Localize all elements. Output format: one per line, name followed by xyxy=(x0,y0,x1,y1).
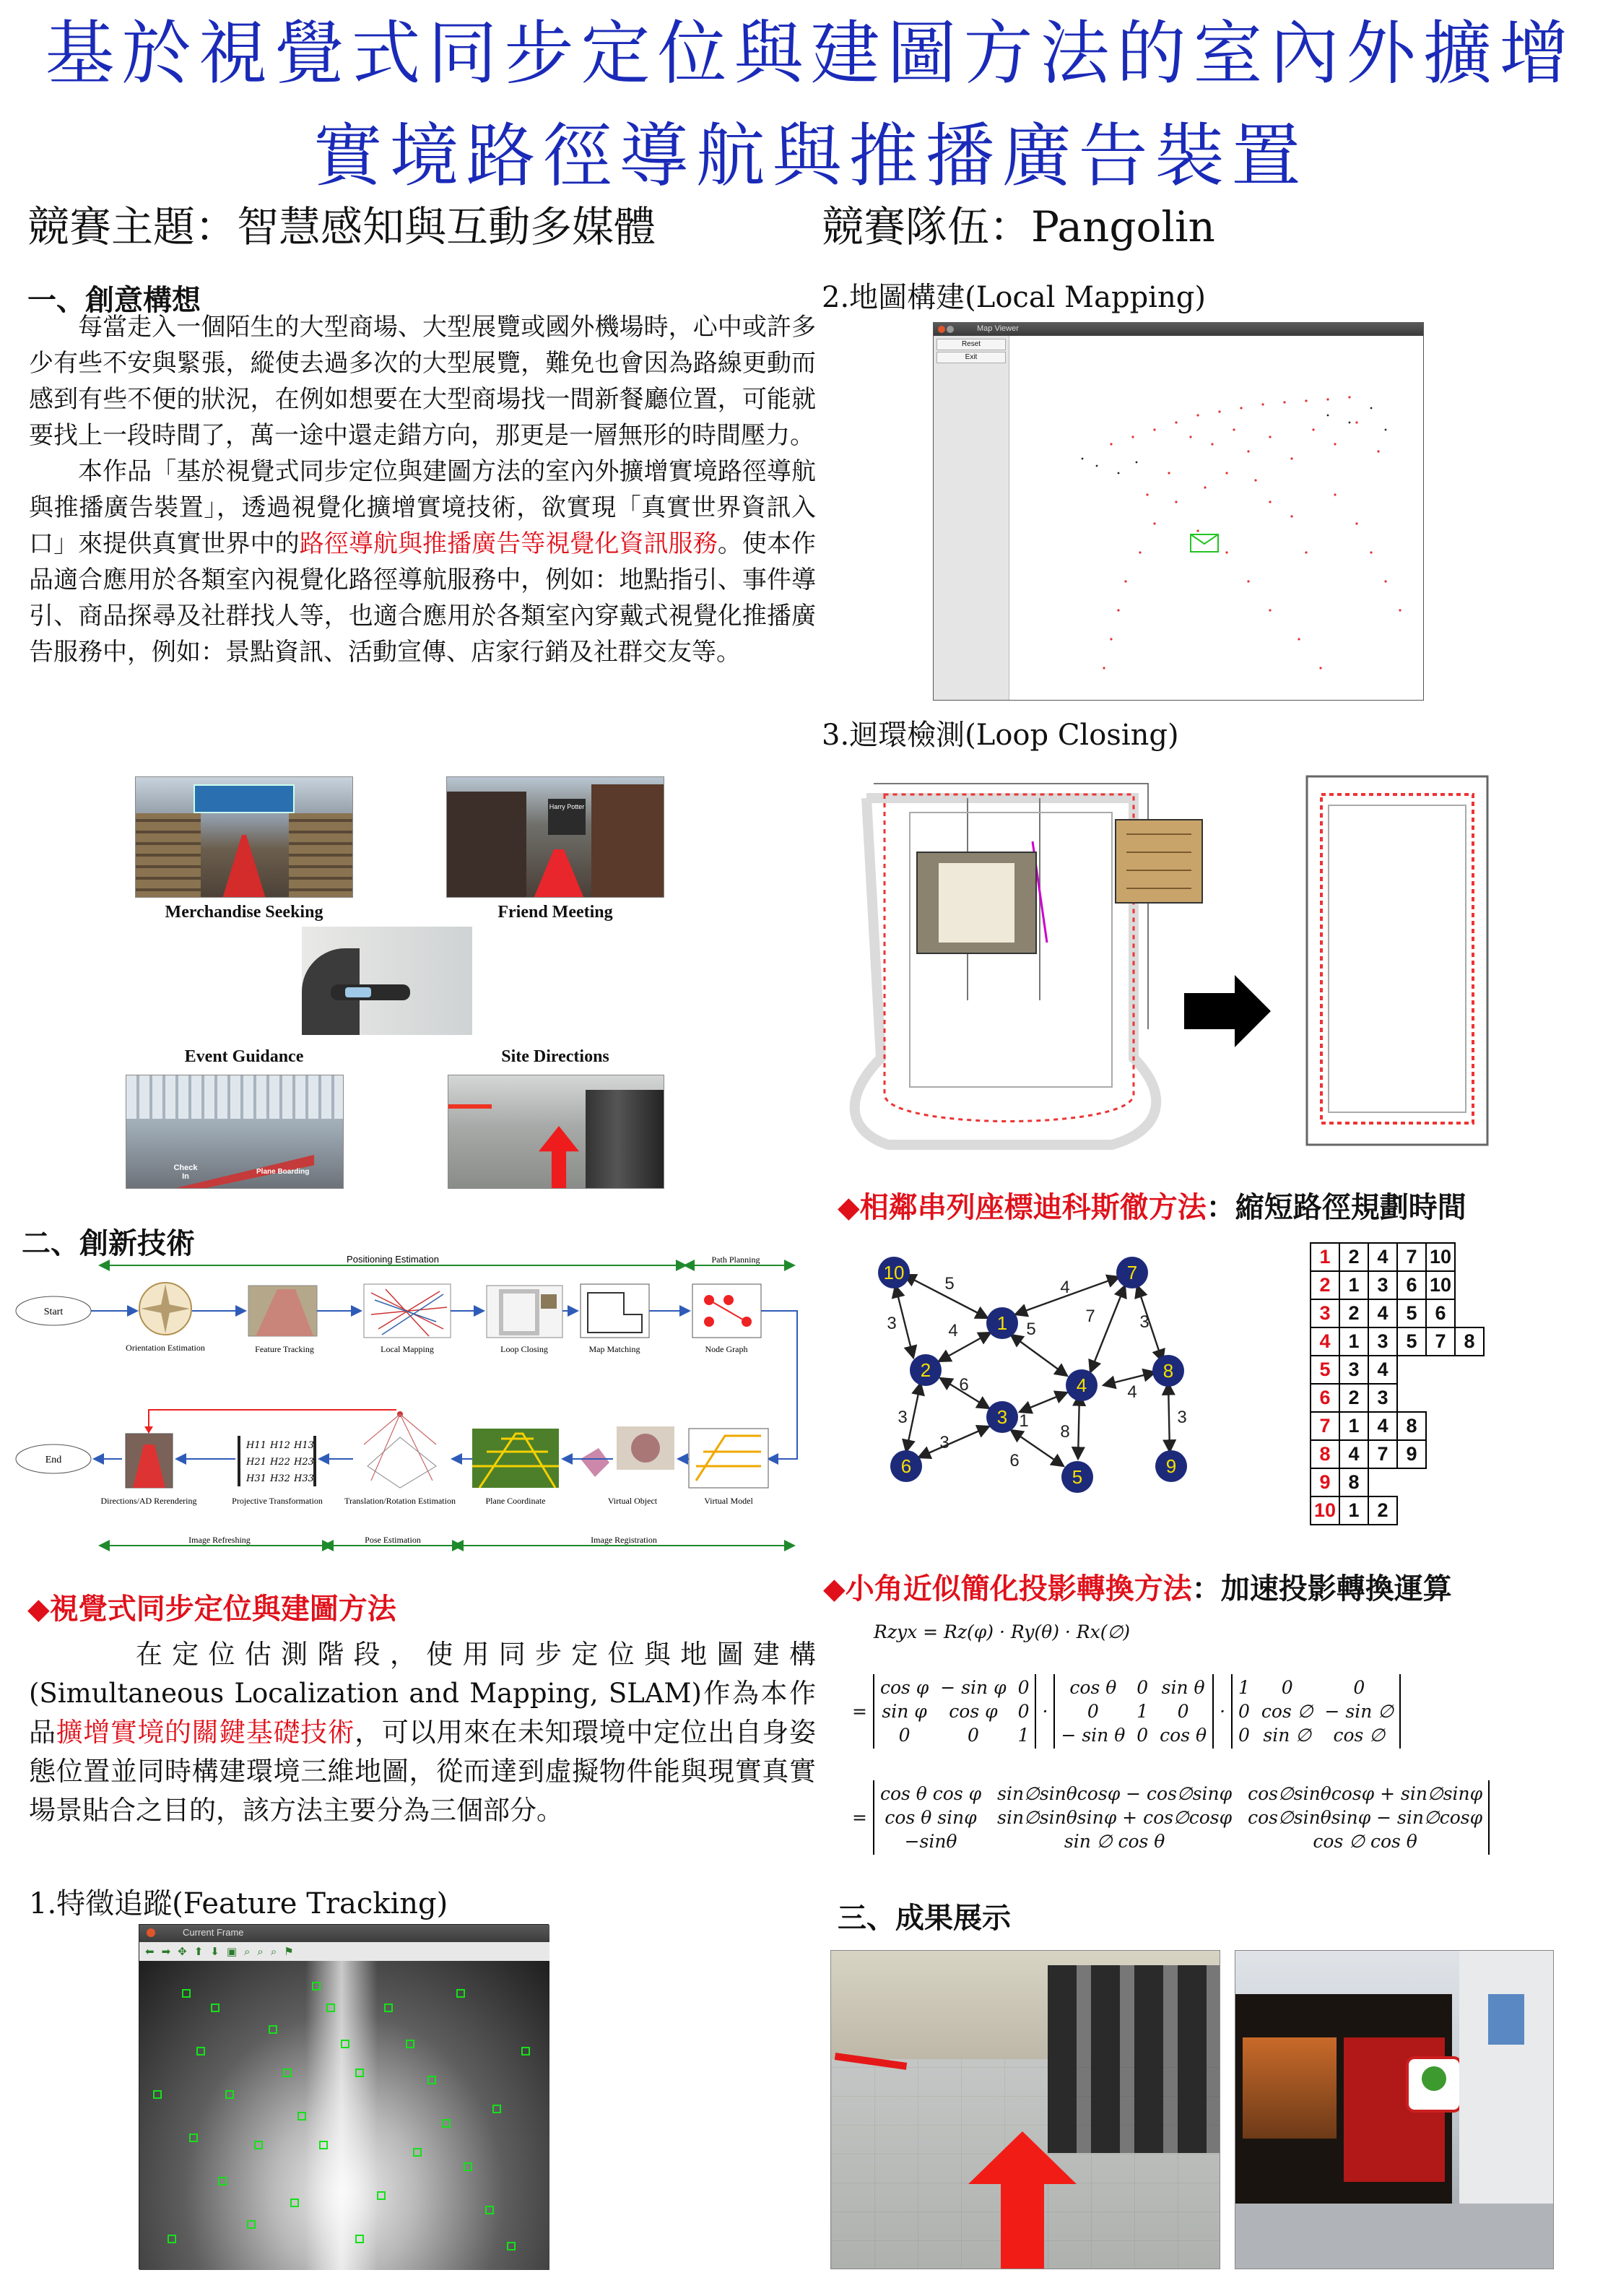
map-reset-button[interactable]: Reset xyxy=(936,339,1006,350)
adjacency-empty-cell xyxy=(1426,1384,1455,1412)
h31: H31 xyxy=(246,1473,266,1484)
adjacency-neighbor-cell: 3 xyxy=(1368,1384,1397,1412)
edge-weight: 3 xyxy=(898,1408,908,1427)
label-orientation: Orientation Estimation xyxy=(126,1343,205,1353)
loop-keyframe-photo-2 xyxy=(1116,820,1202,903)
adjacency-neighbor-cell: 8 xyxy=(1397,1412,1426,1440)
adjacency-neighbor-cell: 10 xyxy=(1426,1243,1455,1271)
adjacency-neighbor-cell: 1 xyxy=(1339,1412,1368,1440)
h32: H32 xyxy=(270,1473,290,1484)
adjacency-neighbor-cell: 5 xyxy=(1397,1299,1426,1327)
dijkstra-node-graph xyxy=(866,1228,1213,1531)
rotation-formula-lhs: Rzyx = Rz(φ) · Ry(θ) · Rx(∅) xyxy=(874,1621,1131,1642)
adjacency-empty-cell xyxy=(1397,1384,1426,1412)
matrix-entry: cos θ sinφ xyxy=(885,1807,977,1828)
feature-points xyxy=(139,1961,549,2270)
start-label: Start xyxy=(43,1307,64,1317)
adjacency-neighbor-cell: 5 xyxy=(1397,1327,1426,1356)
matrix-entry: 0 xyxy=(1087,1701,1099,1722)
group-image-registration: Image Registration xyxy=(591,1535,657,1545)
site-directions-photo xyxy=(448,1075,664,1189)
matrix-entry: − sin ∅ xyxy=(1324,1701,1394,1722)
adjacency-neighbor-cell: 4 xyxy=(1368,1356,1397,1384)
graph-node-1: 1 xyxy=(996,1312,1008,1334)
matrix-entry: 1 xyxy=(1137,1701,1149,1722)
adjacency-neighbor-cell: 1 xyxy=(1339,1327,1368,1356)
adjacency-row xyxy=(1311,1496,1484,1525)
adjacency-node-cell: 8 xyxy=(1311,1440,1339,1468)
adjacency-empty-cell xyxy=(1455,1243,1484,1271)
map-close-icon[interactable] xyxy=(938,326,945,333)
plane-boarding-label: Plane Boarding xyxy=(256,1168,310,1176)
label-projective: Projective Transformation xyxy=(232,1496,323,1506)
matrix-entry: 0 xyxy=(1137,1725,1149,1746)
graph-node-6: 6 xyxy=(900,1455,912,1477)
check-in-label: Check In xyxy=(173,1164,198,1181)
matrix-entry: sin θ xyxy=(1161,1677,1205,1698)
adjacency-row xyxy=(1311,1412,1484,1440)
map-point-cloud xyxy=(1010,336,1423,700)
h22: H22 xyxy=(270,1457,290,1468)
friend-meeting-photo xyxy=(446,776,664,898)
current-frame-title: Current Frame xyxy=(183,1927,244,1938)
adjacency-neighbor-cell: 4 xyxy=(1339,1440,1368,1468)
adjacency-empty-cell xyxy=(1426,1412,1455,1440)
adjacency-neighbor-cell: 9 xyxy=(1397,1440,1426,1468)
matrix-entry: 0 xyxy=(1017,1701,1030,1722)
app-label-event: Event Guidance xyxy=(184,1047,304,1066)
loop-closing-figure xyxy=(823,755,1574,1159)
matrix-entry: cos ∅ xyxy=(1333,1725,1386,1746)
app-label-site: Site Directions xyxy=(501,1047,609,1066)
adjacency-empty-cell xyxy=(1455,1496,1484,1525)
loop-after-map xyxy=(1307,776,1487,1145)
label-translation-rotation: Translation/Rotation Estimation xyxy=(344,1496,456,1506)
current-frame-window xyxy=(139,1924,549,2269)
matrix-entry: cos φ xyxy=(949,1701,998,1722)
matrix-entry: cos ∅ cos θ xyxy=(1313,1831,1417,1852)
label-virtual-object: Virtual Object xyxy=(607,1496,658,1506)
graph-node-9: 9 xyxy=(1165,1455,1177,1477)
section-idea-heading: 一、創意構想 xyxy=(27,283,201,317)
label-virtual-model: Virtual Model xyxy=(704,1496,753,1506)
loop-closing-heading: 3.迴環檢測(Loop Closing) xyxy=(822,719,1179,752)
matrix-entry: 0 xyxy=(1353,1677,1365,1698)
graph-node-5: 5 xyxy=(1072,1466,1083,1488)
map-viewer-window xyxy=(933,322,1424,701)
diamond-bullet-icon: ◆ xyxy=(838,1190,860,1224)
adjacency-neighbor-cell: 10 xyxy=(1426,1271,1455,1299)
app-label-merchandise: Merchandise Seeking xyxy=(165,903,323,922)
adjacency-node-cell: 2 xyxy=(1311,1271,1339,1299)
adjacency-row xyxy=(1311,1468,1484,1496)
matrix-entry: 1 xyxy=(1238,1677,1250,1698)
group-image-refreshing: Image Refreshing xyxy=(188,1535,251,1545)
edge-weight: 6 xyxy=(1009,1451,1020,1470)
matrix-entry: 0 xyxy=(1017,1677,1030,1698)
adjacency-empty-cell xyxy=(1455,1384,1484,1412)
adjacency-row xyxy=(1311,1327,1484,1356)
corridor-feature-image xyxy=(139,1961,549,2270)
matrix-entry: sin ∅ cos θ xyxy=(1064,1831,1165,1852)
matrix-entry: − sin θ xyxy=(1061,1725,1126,1746)
slam-text: 在定位估測階段，使用同步定位與地圖建構(Simultaneous Localization and Mapping, SLAM)作為本作品擴增實境的關鍵基礎技術，可以用來在未知環境中定位出自身姿態位置並同時構建環境三維地圖，從而達到虛擬物件能與現實真實場景貼合之目的，該方法主要分為三個部分。 xyxy=(29,1639,817,1826)
adjacency-node-cell: 4 xyxy=(1311,1327,1339,1356)
adjacency-node-cell: 1 xyxy=(1311,1243,1339,1271)
label-rerendering: Directions/AD Rerendering xyxy=(100,1496,197,1506)
ry-matrix xyxy=(1053,1674,1214,1749)
adjacency-empty-cell xyxy=(1455,1440,1484,1468)
adjacency-row xyxy=(1311,1384,1484,1412)
result-outdoor-navigation-photo xyxy=(830,1950,1220,2269)
adjacency-neighbor-cell: 7 xyxy=(1368,1440,1397,1468)
label-map-matching: Map Matching xyxy=(588,1344,640,1354)
adjacency-neighbor-cell: 7 xyxy=(1397,1243,1426,1271)
matrix-entry: cos θ cos φ xyxy=(879,1783,982,1804)
matrix-entry: cos∅sinθcosφ + sin∅sinφ xyxy=(1248,1783,1483,1804)
adjacency-neighbor-cell: 8 xyxy=(1339,1468,1368,1496)
adjacency-neighbor-cell: 2 xyxy=(1339,1299,1368,1327)
adjacency-neighbor-cell: 8 xyxy=(1455,1327,1484,1356)
graph-node-8: 8 xyxy=(1162,1360,1174,1382)
h21: H21 xyxy=(246,1457,266,1468)
adjacency-neighbor-cell: 1 xyxy=(1339,1496,1368,1525)
arrow-right-icon xyxy=(1184,975,1271,1047)
frame-toolbar[interactable]: ⬅➡✥⬆⬇▣⌕⌕⌕⚑ xyxy=(139,1942,549,1961)
adjacency-empty-cell xyxy=(1397,1468,1426,1496)
edge-weight: 1 xyxy=(1019,1411,1029,1431)
adjacency-node-cell: 3 xyxy=(1311,1299,1339,1327)
projection-heading: ◆小角近似簡化投影轉換方法：加速投影轉換運算 xyxy=(823,1572,1452,1606)
app-label-friend: Friend Meeting xyxy=(497,903,613,922)
matrix-entry: 0 xyxy=(1281,1677,1293,1698)
current-frame-titlebar xyxy=(139,1925,549,1942)
local-mapping-heading: 2.地圖構建(Local Mapping) xyxy=(822,281,1206,314)
edge-weight: 3 xyxy=(887,1314,897,1333)
edge-weight: 7 xyxy=(1085,1307,1095,1326)
loop-before-map xyxy=(855,784,1157,1145)
adjacency-neighbor-cell: 4 xyxy=(1368,1299,1397,1327)
section-tech-heading: 二、創新技術 xyxy=(22,1226,195,1260)
matrix-entry: 0 xyxy=(967,1725,979,1746)
window-close-icon[interactable] xyxy=(147,1928,155,1937)
harry-potter-sign: Harry Potter xyxy=(548,799,586,835)
h33: H33 xyxy=(294,1473,314,1484)
competition-theme: 競賽主題：智慧感知與互動多媒體 xyxy=(27,202,656,251)
map-viewer-panel xyxy=(934,336,1009,700)
adjacency-empty-cell xyxy=(1397,1356,1426,1384)
edge-weight: 3 xyxy=(1177,1408,1187,1427)
competition-team: 競賽隊伍：Pangolin xyxy=(822,202,1215,251)
adjacency-neighbor-cell: 3 xyxy=(1368,1271,1397,1299)
h13: H13 xyxy=(294,1440,314,1451)
adjacency-row xyxy=(1311,1356,1484,1384)
adjacency-neighbor-cell: 7 xyxy=(1426,1327,1455,1356)
map-viewer-title: Map Viewer xyxy=(977,324,1019,333)
matrix-entry: sin ∅ xyxy=(1263,1725,1312,1746)
graph-node-10: 10 xyxy=(883,1262,905,1283)
edge-weight: 4 xyxy=(1060,1278,1070,1297)
adjacency-empty-cell xyxy=(1426,1440,1455,1468)
adjacency-neighbor-cell: 3 xyxy=(1368,1327,1397,1356)
graph-node-7: 7 xyxy=(1126,1262,1138,1283)
map-minimize-icon[interactable] xyxy=(947,326,954,333)
edge-weight: 6 xyxy=(959,1375,969,1395)
edge-weight: 3 xyxy=(1139,1312,1150,1332)
store-logo-icon xyxy=(1409,2059,1459,2110)
matrix-entry: cos ∅ xyxy=(1261,1701,1313,1722)
matrix-entry: cos φ xyxy=(879,1677,929,1698)
adjacency-neighbor-cell: 2 xyxy=(1339,1384,1368,1412)
h11: H11 xyxy=(246,1440,266,1451)
section-idea-text xyxy=(29,309,816,670)
adjacency-node-cell: 6 xyxy=(1311,1384,1339,1412)
map-exit-button[interactable]: Exit xyxy=(936,352,1006,363)
matrix-entry: sin∅sinθsinφ + cos∅cosφ xyxy=(997,1807,1233,1828)
adjacency-empty-cell xyxy=(1455,1412,1484,1440)
adjacency-neighbor-cell: 1 xyxy=(1339,1271,1368,1299)
feature-tracking-heading: 1.特徵追蹤(Feature Tracking) xyxy=(29,1887,448,1920)
adjacency-empty-cell xyxy=(1455,1356,1484,1384)
airport-photo xyxy=(126,1075,344,1189)
matrix-entry: 0 xyxy=(1238,1725,1250,1746)
end-label: End xyxy=(45,1455,62,1465)
edge-weight: 4 xyxy=(1127,1382,1137,1402)
adjacency-row xyxy=(1311,1243,1484,1271)
diamond-bullet-icon: ◆ xyxy=(27,1592,50,1626)
matrix-entry: cos∅sinθsinφ − sin∅cosφ xyxy=(1248,1807,1483,1828)
adjacency-empty-cell xyxy=(1397,1496,1426,1525)
slam-heading: ◆視覺式同步定位與建圖方法 xyxy=(27,1592,396,1626)
poster-title-line1: 基於視覺式同步定位與建圖方法的室內外擴增 xyxy=(45,13,1576,94)
adjacency-list-table xyxy=(1310,1242,1485,1525)
matrix-entry: sin φ xyxy=(882,1701,927,1722)
adjacency-row xyxy=(1311,1440,1484,1468)
idea-paragraph-1: 每當走入一個陌生的大型商場、大型展覽或國外機場時，心中或許多少有些不安與緊張，縱使去過多次的大型展覽，難免也會因為路線更動而感到有些不便的狀況，在例如想要在大型商場找一間新餐廳位置，可能就要找上一段時間了，萬一途中還走錯方向，那更是一層無形的時間壓力。 xyxy=(29,313,816,450)
label-node-graph: Node Graph xyxy=(705,1344,748,1354)
idea-paragraph-2: 本作品「基於視覺式同步定位與建圖方法的室內外擴增實境路徑導航與推播廣告裝置」，透過視覺化擴增實境技術，欲實現「真實世界資訊入口」來提供真實世界中的路徑導航與推播廣告等視覺化資訊服務。使本作品適合應用於各類室內視覺化路徑導航服務中，例如：地點指引、事件導引、商品探尋及社群找人等，也適合應用於各類室內穿戴式視覺化推播廣告服務中，例如：景點資訊、活動宣傳、店家行銷及社群交友等。 xyxy=(29,457,817,667)
dijkstra-heading: ◆相鄰串列座標迪科斯徹方法：縮短路徑規劃時間 xyxy=(838,1190,1466,1224)
matrix-entry: 0 xyxy=(898,1725,911,1746)
group-pose-estimation: Pose Estimation xyxy=(365,1535,421,1545)
adjacency-neighbor-cell: 2 xyxy=(1368,1496,1397,1525)
adjacency-neighbor-cell: 4 xyxy=(1368,1243,1397,1271)
matrix-entry: 1 xyxy=(1017,1725,1030,1746)
label-feature-tracking: Feature Tracking xyxy=(255,1344,314,1354)
matrix-entry: 0 xyxy=(1177,1701,1189,1722)
adjacency-row xyxy=(1311,1271,1484,1299)
graph-node-2: 2 xyxy=(920,1359,931,1381)
virtual-model-thumb xyxy=(689,1429,768,1488)
map-viewer-titlebar xyxy=(934,323,1423,336)
h12: H12 xyxy=(270,1440,290,1451)
rx-matrix xyxy=(1231,1674,1401,1749)
adjacency-neighbor-cell: 3 xyxy=(1339,1356,1368,1384)
adjacency-neighbor-cell: 6 xyxy=(1397,1271,1426,1299)
matrix-entry: −sinθ xyxy=(904,1831,957,1852)
matrix-entry: cos θ xyxy=(1069,1677,1117,1698)
rotation-matrix-product: = cos φ − sin φ 0 sin φ cos φ 0 0 0 1 · cos θ 0 sin θ 0 1 0 − sin θ 0 cos θ · 1 0 0 0 cos ∅ − sin ∅ 0 sin ∅ cos ∅ xyxy=(852,1674,1401,1749)
adjacency-empty-cell xyxy=(1368,1468,1397,1496)
event-guidance-glasses-photo xyxy=(302,927,472,1035)
matrix-entry: 0 xyxy=(1238,1701,1250,1722)
adjacency-empty-cell xyxy=(1426,1496,1455,1525)
matrix-entry: sin∅sinθcosφ − cos∅sinφ xyxy=(997,1783,1233,1804)
edge-weight: 5 xyxy=(944,1274,955,1294)
pose-estimation-rays-icon xyxy=(353,1411,447,1488)
adjacency-neighbor-cell: 2 xyxy=(1339,1243,1368,1271)
adjacency-node-cell: 5 xyxy=(1311,1356,1339,1384)
adjacency-row xyxy=(1311,1299,1484,1327)
diamond-bullet-icon: ◆ xyxy=(823,1572,846,1606)
label-loop-closing: Loop Closing xyxy=(500,1344,548,1354)
adjacency-empty-cell xyxy=(1455,1299,1484,1327)
matrix-entry: 0 xyxy=(1137,1677,1149,1698)
adjacency-node-cell: 7 xyxy=(1311,1412,1339,1440)
result-indoor-ad-photo xyxy=(1235,1950,1554,2269)
graph-node-3: 3 xyxy=(996,1406,1008,1428)
graph-node-4: 4 xyxy=(1076,1374,1087,1396)
edge-weight: 4 xyxy=(948,1321,958,1340)
rz-matrix xyxy=(873,1674,1037,1749)
group-path-planning: Path Planning xyxy=(711,1255,760,1265)
merchandise-photo xyxy=(135,776,353,898)
matrix-entry: − sin φ xyxy=(940,1677,1007,1698)
rzyx-matrix xyxy=(873,1780,1490,1855)
group-positioning: Positioning Estimation xyxy=(347,1254,439,1265)
adjacency-empty-cell xyxy=(1455,1271,1484,1299)
section-results-heading: 三、成果展示 xyxy=(838,1901,1011,1935)
adjacency-node-cell: 9 xyxy=(1311,1468,1339,1496)
adjacency-neighbor-cell: 6 xyxy=(1426,1299,1455,1327)
edge-weight: 8 xyxy=(1060,1422,1070,1442)
adjacency-empty-cell xyxy=(1426,1468,1455,1496)
h23: H23 xyxy=(294,1457,314,1468)
adjacency-neighbor-cell: 4 xyxy=(1368,1412,1397,1440)
edge-weight: 3 xyxy=(939,1433,949,1452)
label-local-mapping: Local Mapping xyxy=(381,1344,434,1354)
adjacency-node-cell: 10 xyxy=(1311,1496,1339,1525)
rotation-matrix-result: = cos θ cos φ sin∅sinθcosφ − cos∅sinφ cos∅sinθcosφ + sin∅sinφ cos θ sinφ sin∅sinθsinφ + cos∅cosφ cos∅sinθsinφ − sin∅cosφ −sinθ sin ∅ cos θ cos ∅ cos θ xyxy=(852,1780,1490,1855)
label-plane-coordinate: Plane Coordinate xyxy=(485,1496,546,1506)
poster-title-line2: 實境路徑導航與推播廣告裝置 xyxy=(313,116,1308,196)
system-pipeline-diagram xyxy=(10,1249,812,1560)
edge-weight: 5 xyxy=(1026,1320,1036,1339)
matrix-entry: cos θ xyxy=(1160,1725,1207,1746)
adjacency-empty-cell xyxy=(1455,1468,1484,1496)
adjacency-empty-cell xyxy=(1426,1356,1455,1384)
